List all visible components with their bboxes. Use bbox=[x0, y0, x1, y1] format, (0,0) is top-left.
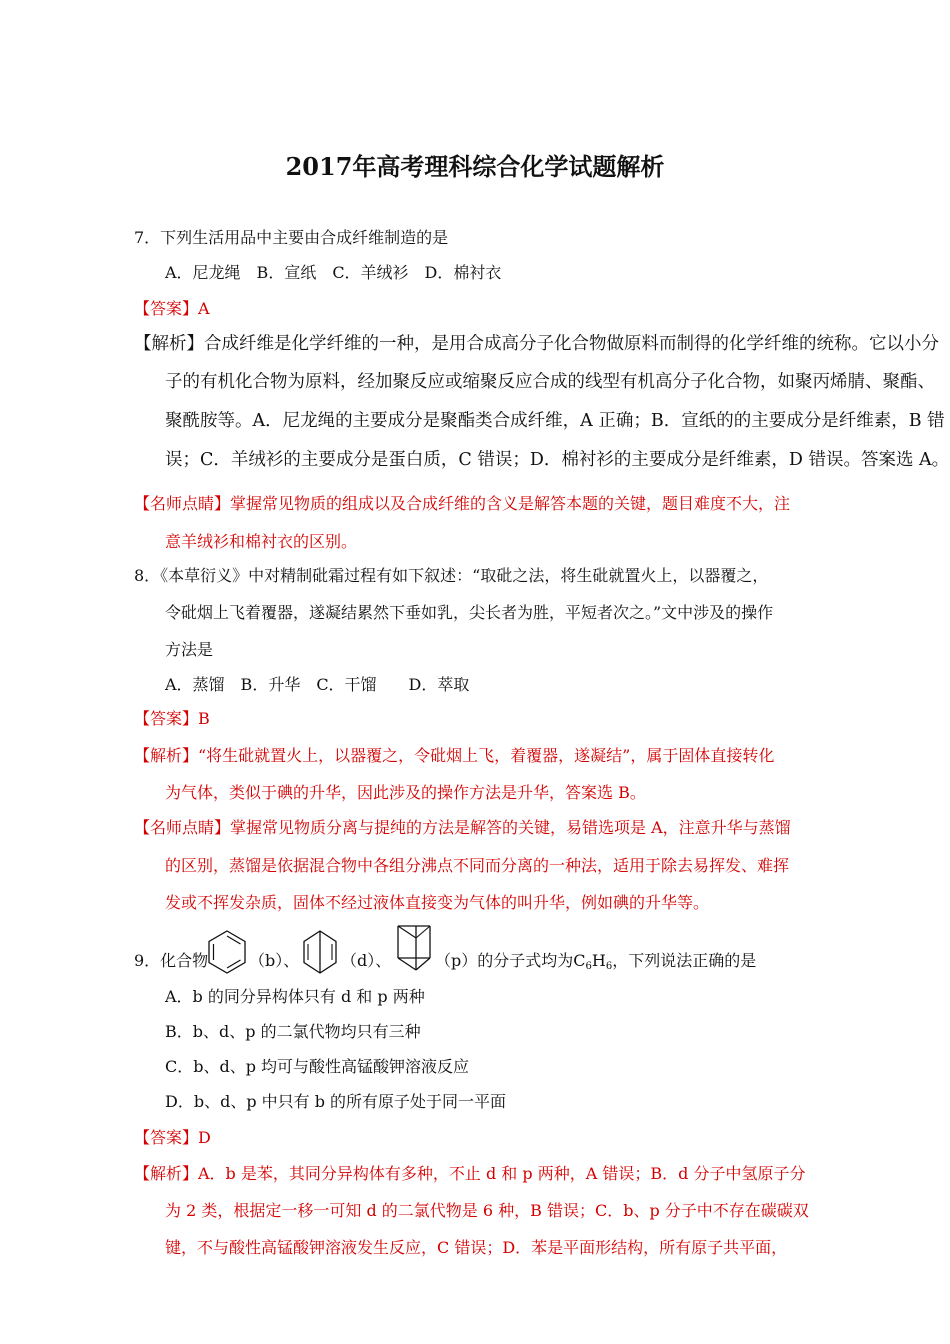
dewar-benzene-structure-icon bbox=[300, 928, 340, 976]
q9-analysis-line: 【解析】A．b 是苯，其同分异构体有多种，不止 d 和 p 两种，A 错误；B．d 分子中氢原子分 bbox=[134, 1164, 806, 1183]
prismane-structure-icon bbox=[393, 922, 435, 976]
q7-analysis-line: 【解析】合成纤维是化学纤维的一种，是用合成高分子化合物做原料而制得的化学纤维的统称。它以小分 bbox=[134, 334, 939, 354]
q9-label-p: （p）的分子式均为 bbox=[435, 951, 574, 970]
formula-h-sub: 6 bbox=[605, 961, 613, 972]
q8-stem-line: 令砒烟上飞着覆器，遂凝结累然下垂如乳，尖长者为胜，平短者次之。”文中涉及的操作 bbox=[165, 603, 774, 622]
q8-answer: 【答案】B bbox=[134, 709, 210, 728]
q7-options: A．尼龙绳 B．宣纸 C．羊绒衫 D．棉衬衣 bbox=[165, 263, 502, 282]
formula-c-sub: 6 bbox=[585, 961, 592, 972]
q9-stem-tail bbox=[435, 950, 756, 978]
q7-analysis-line: 误；C．羊绒衫的主要成分是蛋白质，C 错误；D．棉衬衫的主要成分是纤维素，D 错误。答案选 A。 bbox=[165, 450, 950, 470]
q8-analysis-line: 【解析】“将生砒就置火上，以器覆之，令砒烟上飞，着覆器，遂凝结”，属于固体直接转化 bbox=[134, 746, 775, 765]
q7-stem: 7．下列生活用品中主要由合成纤维制造的是 bbox=[134, 228, 449, 247]
q8-tip-line: 的区别，蒸馏是依据混合物中各组分沸点不同而分离的一种法，适用于除去易挥发、难挥 bbox=[165, 856, 790, 875]
benzene-structure-icon bbox=[205, 928, 249, 976]
q9-label-b: （b）、 bbox=[249, 951, 300, 970]
q7-tip-line: 意羊绒衫和棉衬衣的区别。 bbox=[165, 532, 358, 551]
q7-answer: 【答案】A bbox=[134, 299, 210, 318]
q7-analysis-line: 聚酰胺等。A．尼龙绳的主要成分是聚酯类合成纤维，A 正确；B．宣纸的的主要成分是纤维素，B 错 bbox=[165, 411, 945, 431]
q9-analysis-line: 键，不与酸性高锰酸钾溶液发生反应，C 错误；D．苯是平面形结构，所有原子共平面， bbox=[165, 1238, 788, 1257]
q7-analysis-line: 子的有机化合物为原料，经加聚反应或缩聚反应合成的线型有机高分子化合物，如聚丙烯腈、聚酯、 bbox=[165, 372, 935, 392]
q9-analysis-line: 为 2 类，根据定一移一可知 d 的二氯代物是 6 种，B 错误；C．b、p 分子中不存在碳碳双 bbox=[165, 1201, 809, 1220]
q8-tip-line: 【名师点睛】掌握常见物质分离与提纯的方法是解答的关键，易错选项是 A，注意升华与蒸馏 bbox=[134, 818, 791, 837]
q9-stem-suffix: ，下列说法正确的是 bbox=[612, 951, 757, 970]
q8-stem-line: 方法是 bbox=[165, 640, 214, 659]
q9-answer: 【答案】D bbox=[134, 1128, 211, 1147]
q8-options: A．蒸馏 B．升华 C．干馏 D．萃取 bbox=[165, 675, 470, 694]
formula-c: C bbox=[573, 951, 586, 970]
q9-option: D．b、d、p 中只有 b 的所有原子处于同一平面 bbox=[165, 1092, 507, 1111]
q7-tip-line: 【名师点睛】掌握常见物质的组成以及合成纤维的含义是解答本题的关键，题目难度不大，注 bbox=[134, 494, 791, 513]
q9-stem-prefix: 9．化合物 bbox=[134, 951, 209, 970]
q9-option: B．b、d、p 的二氯代物均只有三种 bbox=[165, 1022, 421, 1041]
formula-h: H bbox=[591, 951, 606, 970]
q8-analysis-line: 为气体，类似于碘的升华，因此涉及的操作方法是升华，答案选 B。 bbox=[165, 783, 646, 802]
q9-option: A．b 的同分异构体只有 d 和 p 两种 bbox=[165, 987, 425, 1006]
q9-label-d: （d）、 bbox=[341, 951, 392, 970]
q8-tip-line: 发或不挥发杂质，固体不经过液体直接变为气体的叫升华，例如碘的升华等。 bbox=[165, 893, 710, 912]
q8-stem-line: 8．《本草衍义》中对精制砒霜过程有如下叙述：“取砒之法，将生砒就置火上，以器覆之， bbox=[134, 566, 769, 585]
q9-option: C．b、d、p 均可与酸性高锰酸钾溶液反应 bbox=[165, 1057, 470, 1076]
page-title: 2017年高考理科综合化学试题解析 bbox=[285, 152, 665, 181]
